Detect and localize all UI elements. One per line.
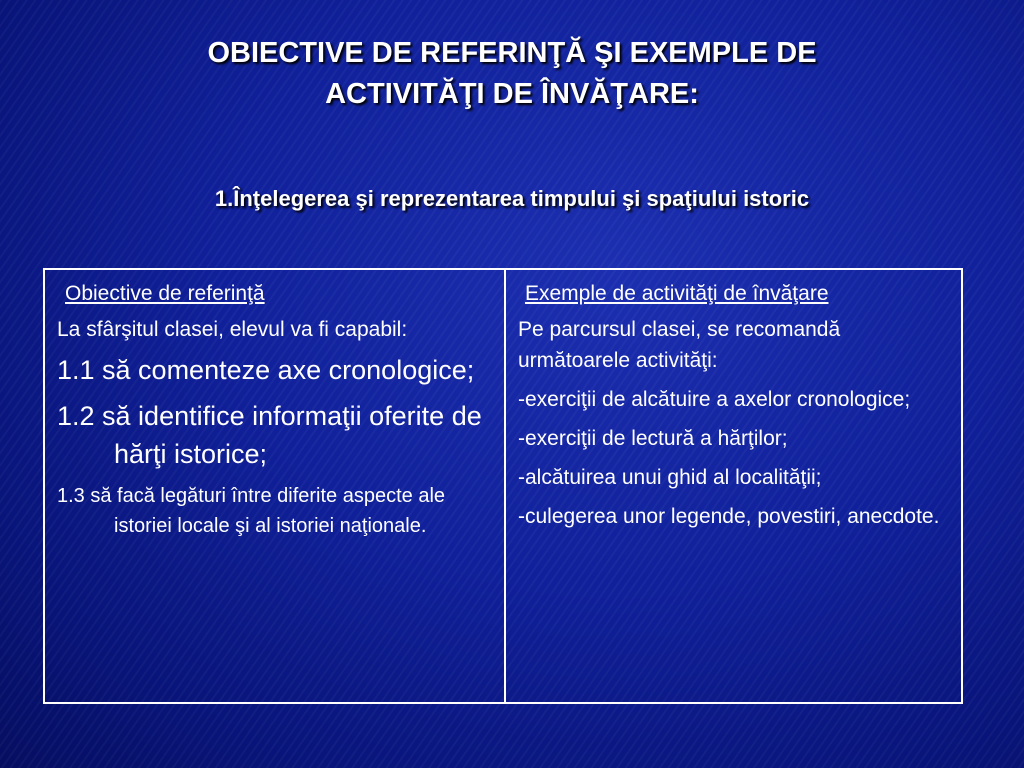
objective-item-1-2: 1.2 să identifice informaţii oferite de hărţi istorice; bbox=[57, 401, 482, 469]
slide-title-line-1: OBIECTIVE DE REFERINŢĂ ŞI EXEMPLE DE bbox=[207, 37, 817, 69]
activities-intro: Pe parcursul clasei, se recomandă următoarele activităţi: bbox=[518, 318, 841, 372]
objectives-intro: La sfârşitul clasei, elevul va fi capabil: bbox=[57, 318, 408, 341]
activity-item: -culegerea unor legende, povestiri, anecdote. bbox=[518, 505, 940, 528]
slide-subtitle: 1.Înţelegerea şi reprezentarea timpului şi spaţiului istoric bbox=[214, 186, 810, 211]
activities-column-header: Exemple de activităţi de învăţare bbox=[525, 282, 829, 305]
activity-item: -exerciţii de alcătuire a axelor cronologice; bbox=[518, 388, 911, 411]
objectives-column bbox=[45, 270, 506, 702]
activities-column bbox=[506, 270, 961, 702]
slide-title-line-2: ACTIVITĂŢI DE ÎNVĂŢARE: bbox=[325, 78, 699, 110]
activity-item: -exerciţii de lectură a hărţilor; bbox=[518, 427, 788, 450]
objective-item-1-1: 1.1 să comenteze axe cronologice; bbox=[57, 355, 475, 385]
slide-title bbox=[0, 33, 1024, 115]
activity-item: -alcătuirea unui ghid al localităţii; bbox=[518, 466, 822, 489]
objectives-table bbox=[43, 268, 963, 704]
objective-item-1-3: 1.3 să facă legături între diferite aspecte ale istoriei locale şi al istoriei naţionale. bbox=[57, 485, 446, 537]
objectives-column-header: Obiective de referinţă bbox=[65, 282, 265, 305]
